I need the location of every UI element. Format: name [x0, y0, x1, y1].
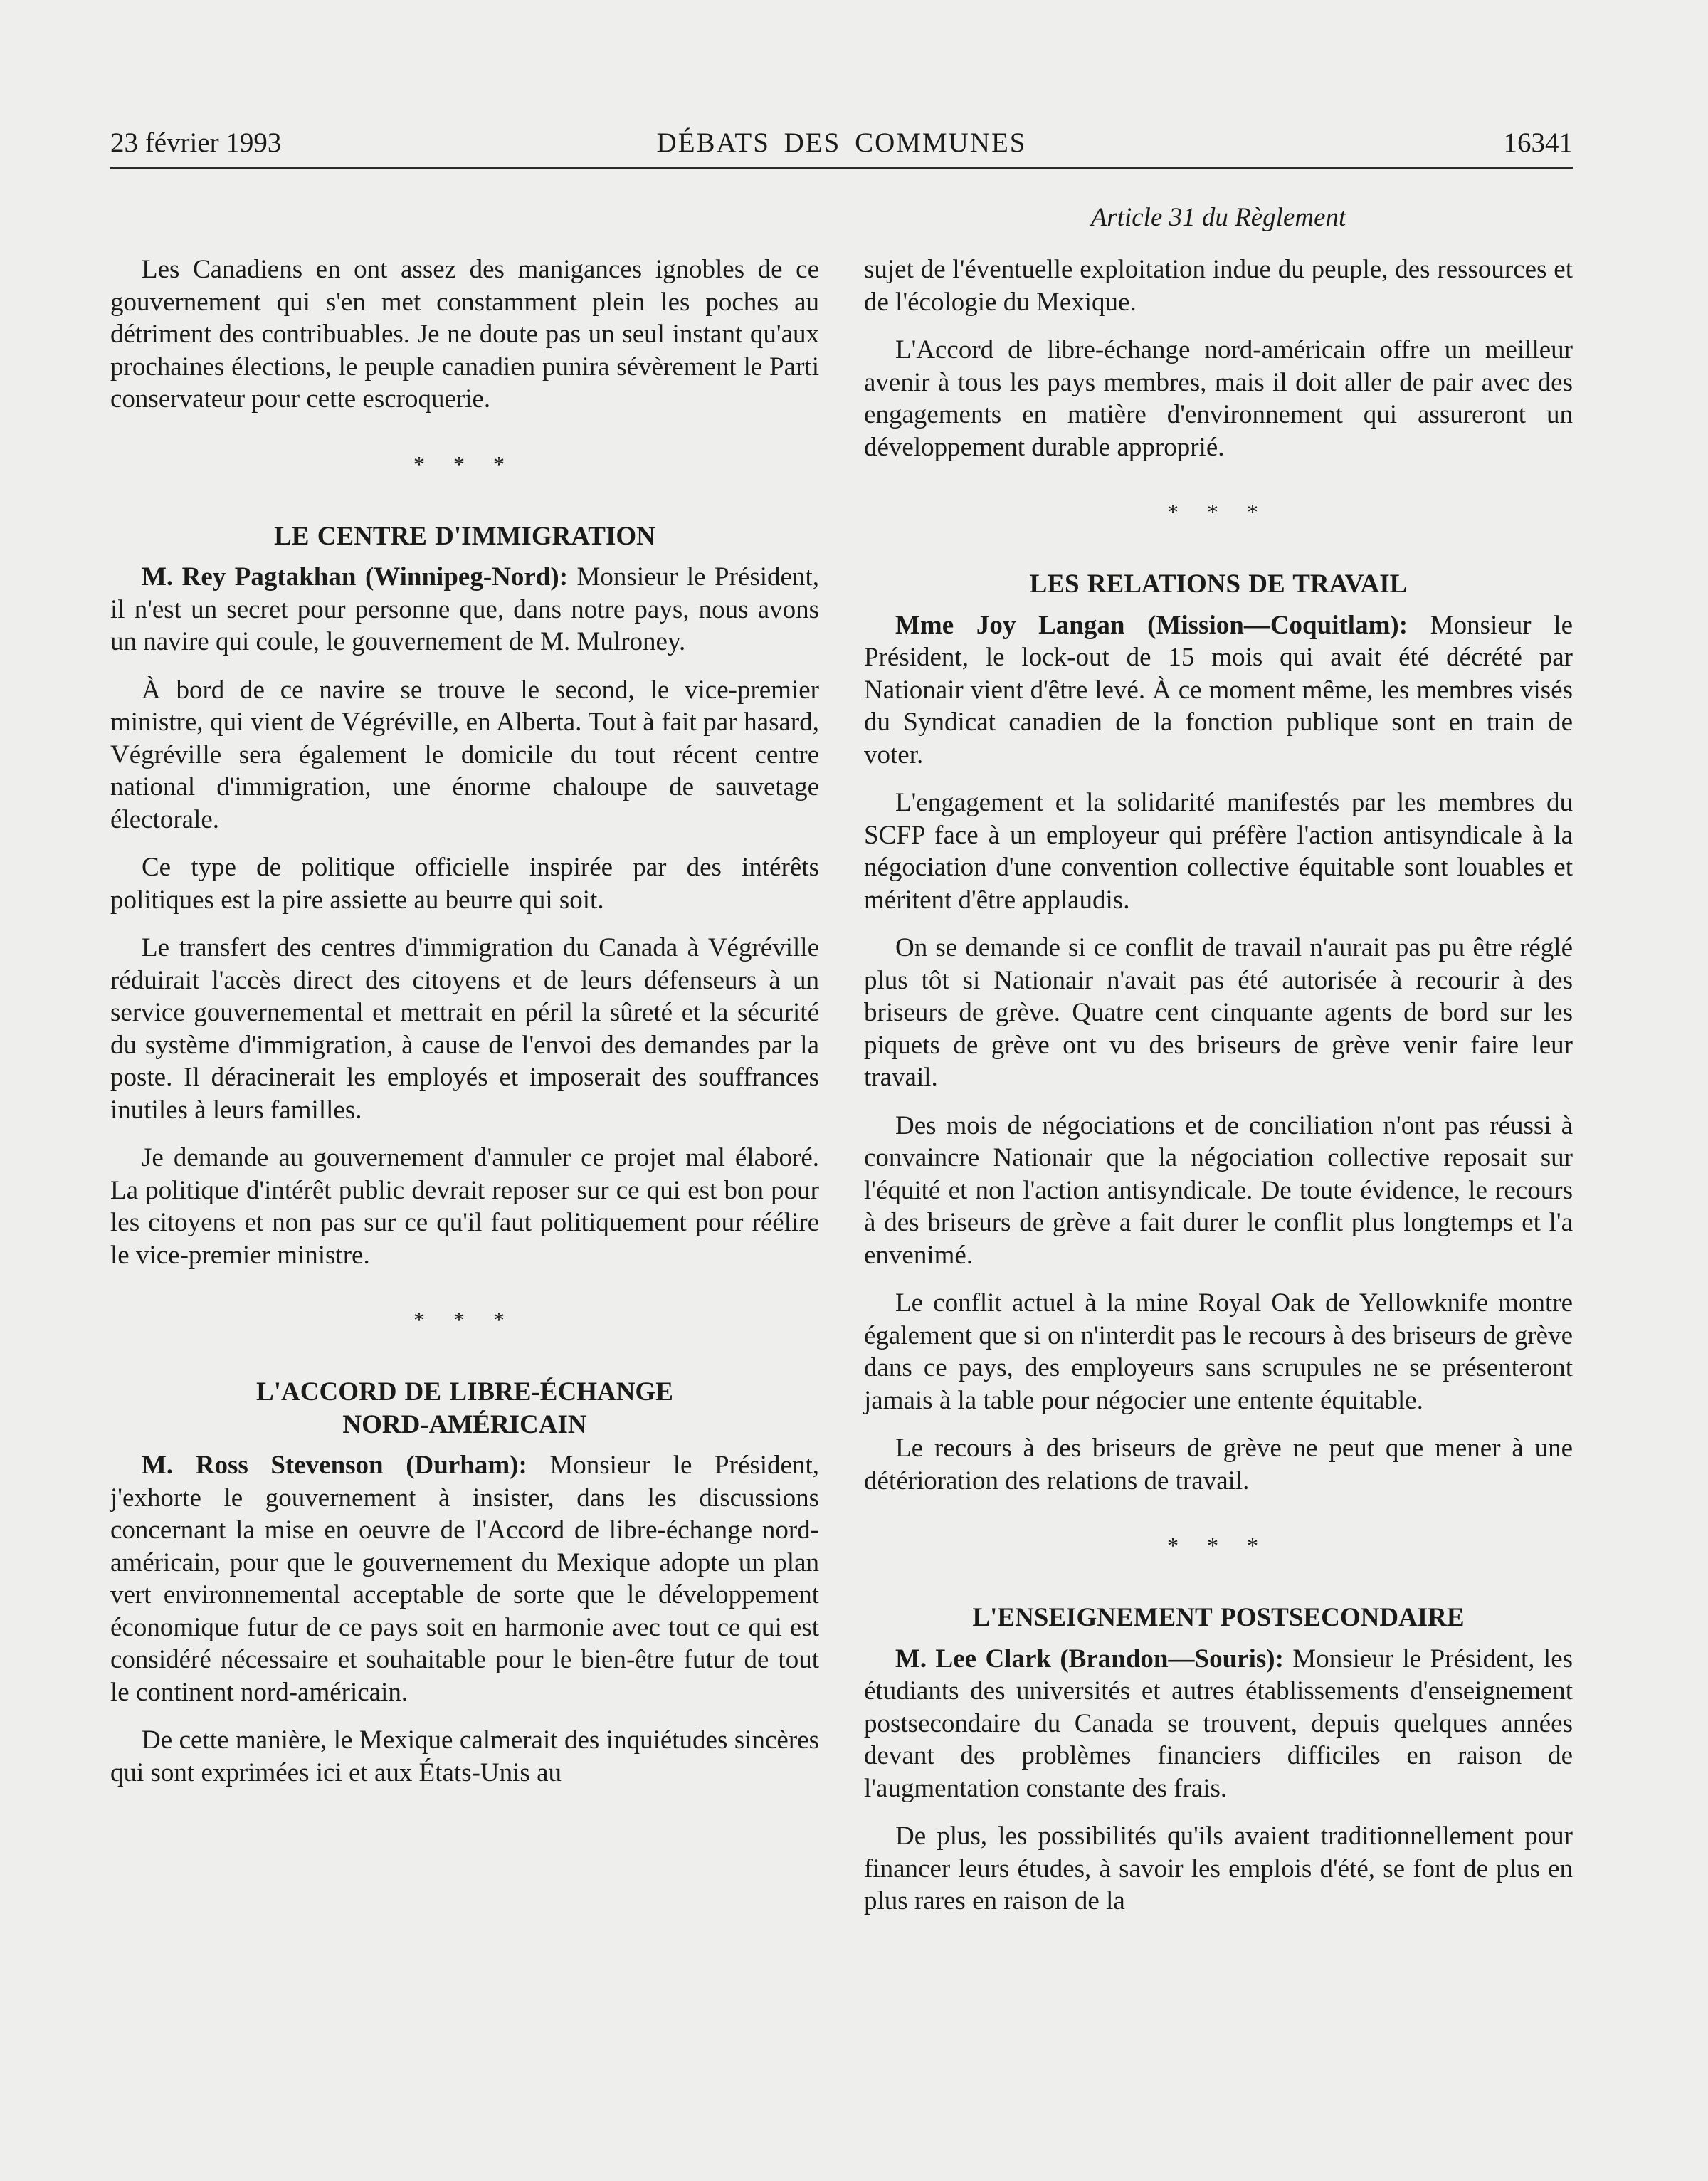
speech-text: Monsieur le Président, le lock-out de 15 mois qui avait été décrété par Nationair vient d'être levé. À ce moment même, les membres visés du Syndicat canadien de la fonction publique sont en train de voter. [864, 610, 1573, 769]
section-separator: * * * [413, 451, 516, 477]
paragraph: De plus, les possibilités qu'ils avaient traditionnellement pour financer leurs études, à savoir les emplois d'été, se font de plus en plus rares en raison de la [864, 1822, 1573, 1915]
section-separator: * * * [1167, 499, 1270, 525]
section-heading-free-trade [110, 1376, 819, 1441]
speaker-name: M. Lee Clark (Brandon—Souris): [895, 1644, 1284, 1673]
speech-text: Monsieur le Président, j'exhorte le gouvernement à insister, dans les discussions concernant la mise en oeuvre de l'Accord de libre-échange nord-américain, pour que le gouvernement du Mexique adopte un plan vert environnemental acceptable de sorte que le développement économique futur de ce pays soit en harmonie avec tout ce qui est considéré nécessaire et souhaitable pour le bien-être futur de tout le continent nord-américain. [110, 1451, 819, 1707]
paragraph: Des mois de négociations et de conciliation n'ont pas réussi à convaincre Nationair que la négociation collective reposait sur l'équité et non l'action antisyndicale. De toute évidence, le recours à des briseurs de grève a fait durer le conflit plus longtemps et l'a envenimé. [864, 1110, 1573, 1270]
paragraph: À bord de ce navire se trouve le second, le vice-premier ministre, qui vient de Végréville, en Alberta. Tout à fait par hasard, Végréville sera également le domicile du tout récent centre national d'immigration, une énorme chaloupe de sauvetage électorale. [110, 675, 819, 834]
speech-text: Monsieur le Président, les étudiants des universités et autres établissements d'enseignement postsecondaire du Canada se trouvent, depuis quelques années devant des problèmes financiers difficiles en raison de l'augmentation constante des frais. [864, 1644, 1573, 1803]
section-heading-postsecondary: L'ENSEIGNEMENT POSTSECONDAIRE [972, 1603, 1465, 1632]
paragraph: Le conflit actuel à la mine Royal Oak de Yellowknife montre également que si on n'interdit pas le recours à des briseurs de grève dans ce pays, des employeurs sans scrupules ne se présenteront jamais à la table pour négocier une entente équitable. [864, 1288, 1573, 1415]
paragraph [864, 1643, 1573, 1805]
speaker-name: M. Rey Pagtakhan (Winnipeg-Nord): [142, 562, 569, 592]
section-separator: * * * [1167, 1533, 1270, 1558]
header-date: 23 février 1993 [110, 127, 282, 158]
paragraph: Le recours à des briseurs de grève ne peut que mener à une détérioration des relations de travail. [864, 1434, 1573, 1496]
speaker-name: M. Ross Stevenson (Durham): [142, 1451, 527, 1480]
paragraph: Ce type de politique officielle inspirée par des intérêts politiques est la pire assiette au beurre qui soit. [110, 853, 819, 915]
running-header [110, 127, 1573, 169]
paragraph: Je demande au gouvernement d'annuler ce projet mal élaboré. La politique d'intérêt public devrait reposer sur ce qui est bon pour les citoyens et non pas sur ce qu'il faut politiquement pour réélire le vice-premier ministre. [110, 1143, 819, 1270]
paragraph: On se demande si ce conflit de travail n'aurait pas pu être réglé plus tôt si Nationair n'avait pas été autorisée à recourir à des briseurs de grève. Quatre cent cinquante agents de bord sur les piquets de grève ont vu des briseurs de grève venir faire leur travail. [864, 933, 1573, 1092]
section-separator: * * * [413, 1307, 516, 1333]
heading-line: L'ACCORD DE LIBRE-ÉCHANGE [256, 1377, 673, 1407]
heading-line: NORD-AMÉRICAIN [342, 1409, 587, 1439]
section-subheading: Article 31 du Règlement [1090, 203, 1346, 232]
section-heading-immigration: LE CENTRE D'IMMIGRATION [274, 521, 655, 551]
paragraph [110, 561, 819, 658]
paragraph [864, 609, 1573, 772]
paragraph: De cette manière, le Mexique calmerait des inquiétudes sincères qui sont exprimées ici et aux États-Unis au [110, 1725, 819, 1787]
paragraph: Les Canadiens en ont assez des manigances ignobles de ce gouvernement qui s'en met constamment plein les poches au détriment des contribuables. Je ne doute pas un seul instant qu'aux prochaines élections, le peuple canadien punira sévèrement le Parti conservateur pour cette escroquerie. [110, 255, 819, 414]
paragraph: L'engagement et la solidarité manifestés par les membres du SCFP face à un employeur qui préfère l'action antisyndicale à la négociation d'une convention collective équitable sont louables et méritent d'être applaudis. [864, 788, 1573, 915]
speaker-name: Mme Joy Langan (Mission—Coquitlam): [895, 610, 1408, 640]
paragraph: L'Accord de libre-échange nord-américain offre un meilleur avenir à tous les pays membres, mais il doit aller de pair avec des engagements en matière d'environnement qui assureront un développement durable approprié. [864, 335, 1573, 462]
left-column [110, 253, 819, 1804]
paragraph-continued: sujet de l'éventuelle exploitation indue du peuple, des ressources et de l'écologie du Mexique. [864, 255, 1573, 317]
header-page-number: 16341 [1503, 127, 1573, 158]
right-column [864, 253, 1573, 1933]
paragraph [110, 1449, 819, 1708]
paragraph: Le transfert des centres d'immigration du Canada à Végréville réduirait l'accès direct des citoyens et de leurs défenseurs à un service gouvernemental et mettrait en péril la sûreté et la sécurité du système d'immigration, à cause de l'envoi des demandes par la poste. Il déracinerait les employés et imposerait des souffrances inutiles à leurs familles. [110, 933, 819, 1125]
section-heading-labour-relations: LES RELATIONS DE TRAVAIL [1029, 569, 1408, 599]
speech-text: Monsieur le Président, il n'est un secret pour personne que, dans notre pays, nous avons un navire qui coule, le gouvernement de M. Mulroney. [110, 562, 819, 656]
header-title: DÉBATS DES COMMUNES [656, 127, 1027, 158]
